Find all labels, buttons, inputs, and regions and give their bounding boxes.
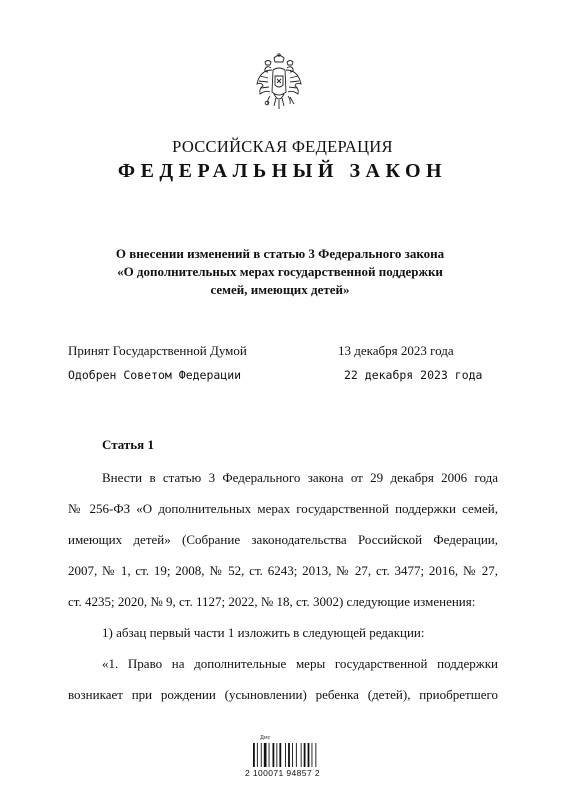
barcode-bar xyxy=(308,743,310,767)
coat-of-arms-icon xyxy=(254,52,304,114)
law-title-line-1: О внесении изменений в статью 3 Федерального закона xyxy=(115,246,445,261)
document-type: ФЕДЕРАЛЬНЫЙ ЗАКОН xyxy=(117,160,448,182)
article-line: № 256-ФЗ «О дополнительных мерах государственной поддержки семей, xyxy=(68,501,498,516)
law-title xyxy=(60,245,500,299)
barcode-bar xyxy=(301,743,302,767)
barcode-top-label: Дмс xyxy=(260,735,271,741)
barcode-bar xyxy=(276,743,277,767)
barcode-bar xyxy=(292,743,293,767)
barcode-number: 2 100071 94857 2 xyxy=(245,768,320,778)
article-line: «1. Право на дополнительные меры государственной поддержки xyxy=(102,656,498,671)
article-heading: Статья 1 xyxy=(102,437,154,452)
barcode-bar xyxy=(288,743,290,767)
article-line: имеющих детей» (Собрание законодательства Российской Федерации, xyxy=(68,532,498,547)
article-line: ст. 4235; 2020, № 9, ст. 1127; 2022, № 18, ст. 3002) следующие изменения: xyxy=(68,594,476,609)
barcode-bar xyxy=(315,743,316,767)
barcode-icon xyxy=(252,743,318,767)
article-line: возникает при рождении (усыновлении) ребенка (детей), приобретшего xyxy=(68,687,498,702)
barcode-bar xyxy=(269,743,270,767)
duma-adoption-label: Принят Государственной Думой xyxy=(68,343,247,358)
barcode-bar xyxy=(264,743,267,767)
barcode-bar xyxy=(304,743,306,767)
article-line: 1) абзац первый части 1 изложить в следующей редакции: xyxy=(102,625,425,640)
barcode-bar xyxy=(285,743,286,767)
country-name: РОССИЙСКАЯ ФЕДЕРАЦИЯ xyxy=(172,137,393,156)
law-title-line-3: семей, имеющих детей» xyxy=(210,282,350,297)
council-approval-date: 22 декабря 2023 года xyxy=(344,368,483,382)
article-line: 2007, № 1, ст. 19; 2008, № 52, ст. 6243; 2013, № 27, ст. 3477; 2016, № 27, xyxy=(68,563,498,578)
barcode-bar xyxy=(253,743,255,767)
barcode-bar xyxy=(279,743,281,767)
duma-adoption-date: 13 декабря 2023 года xyxy=(338,343,454,358)
council-approval-label: Одобрен Советом Федерации xyxy=(68,368,242,382)
barcode-bar xyxy=(312,743,313,767)
article-body xyxy=(68,462,498,710)
law-title-line-2: «О дополнительных мерах государственной поддержки xyxy=(117,264,443,279)
barcode-bar xyxy=(296,743,297,767)
barcode-bar xyxy=(261,743,262,767)
barcode-bar xyxy=(257,743,258,767)
barcode-bar xyxy=(273,743,275,767)
article-line: Внести в статью 3 Федерального закона от 29 декабря 2006 года xyxy=(102,470,498,485)
